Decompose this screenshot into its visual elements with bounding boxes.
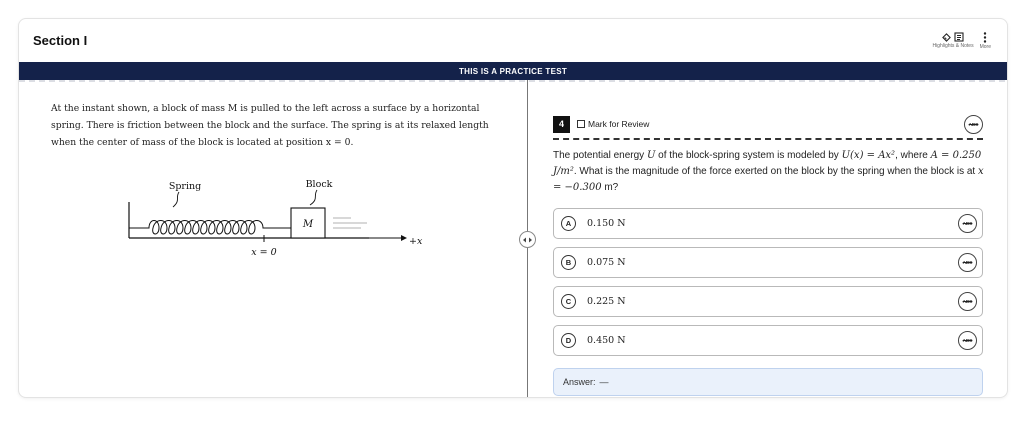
header <box>19 19 1007 62</box>
highlights-notes-label: Highlights & Notes <box>932 43 974 49</box>
abc-eliminator-toggle[interactable] <box>964 115 983 134</box>
block-label: Block <box>305 180 333 190</box>
choice-a[interactable] <box>553 208 983 239</box>
test-card <box>18 18 1008 398</box>
notes-icon <box>954 32 964 42</box>
banner-text: THIS IS A PRACTICE TEST <box>458 66 568 76</box>
bookmark-checkbox[interactable] <box>577 120 585 128</box>
question-text-part: m? <box>601 182 619 193</box>
abc-eliminator-label: ABC <box>962 221 973 226</box>
spring-label: Spring <box>168 181 202 192</box>
mass-label: M <box>302 219 314 230</box>
question-variable: U <box>646 150 656 161</box>
question-text-part: , where <box>895 150 931 161</box>
eliminate-choice-button[interactable] <box>958 331 977 350</box>
choice-text: 0.225 N <box>587 296 626 307</box>
mark-for-review-button[interactable] <box>577 119 649 129</box>
answer-value: — <box>599 377 609 387</box>
question-number: 4 <box>553 116 570 133</box>
highlight-icon <box>942 33 951 42</box>
question-pane <box>528 80 1008 398</box>
question-header <box>553 115 983 133</box>
origin-label: x = 0 <box>251 247 277 258</box>
practice-test-banner <box>19 62 1007 80</box>
question-text-part: The potential energy <box>553 150 647 161</box>
choice-d[interactable] <box>553 325 983 356</box>
question-formula: U(x) = Ax² <box>841 150 896 161</box>
more-label: More <box>979 44 991 50</box>
abc-eliminator-label: ABC <box>962 338 973 343</box>
answer-display <box>553 368 983 396</box>
spring-block-figure <box>119 180 439 270</box>
highlights-notes-button[interactable] <box>932 32 973 49</box>
question-divider <box>553 138 983 140</box>
question-position: x = −0.300 <box>553 166 984 193</box>
choice-letter: A <box>561 216 576 231</box>
abc-eliminator-label: ABC <box>962 299 973 304</box>
question-text-part: . What is the magnitude of the force exerted on the block by the spring when the block is at <box>573 166 978 177</box>
toolbar <box>932 32 991 50</box>
abc-eliminator-label: ABC <box>962 260 973 265</box>
eliminate-choice-button[interactable] <box>958 253 977 272</box>
more-button[interactable] <box>980 32 991 50</box>
more-vertical-icon <box>983 32 987 43</box>
mark-for-review-label: Mark for Review <box>588 119 650 129</box>
question-constant: A = 0.250 J/m² <box>553 150 982 177</box>
choice-letter: B <box>561 255 576 270</box>
choice-text: 0.450 N <box>587 335 626 346</box>
passage-text: At the instant shown, a block of mass M is pulled to the left across a surface by a horizontal spring. There is friction between the block and the surface. The spring is at its relaxed length when the center of mass of the block is located at position x = 0. <box>51 103 489 148</box>
abc-eliminator-label: ABC <box>968 122 979 127</box>
eliminate-choice-button[interactable] <box>958 292 977 311</box>
choice-letter: D <box>561 333 576 348</box>
choice-c[interactable] <box>553 286 983 317</box>
choice-letter: C <box>561 294 576 309</box>
choice-text: 0.075 N <box>587 257 626 268</box>
choice-b[interactable] <box>553 247 983 278</box>
choice-text: 0.150 N <box>587 218 626 229</box>
answer-label: Answer: <box>563 377 596 387</box>
question-text <box>553 148 985 196</box>
passage-pane <box>19 80 527 398</box>
axis-label: +x <box>409 236 423 247</box>
eliminate-choice-button[interactable] <box>958 214 977 233</box>
answer-choices <box>553 208 983 364</box>
section-title: Section I <box>33 33 88 48</box>
question-text-part: of the block-spring system is modeled by <box>655 150 842 161</box>
